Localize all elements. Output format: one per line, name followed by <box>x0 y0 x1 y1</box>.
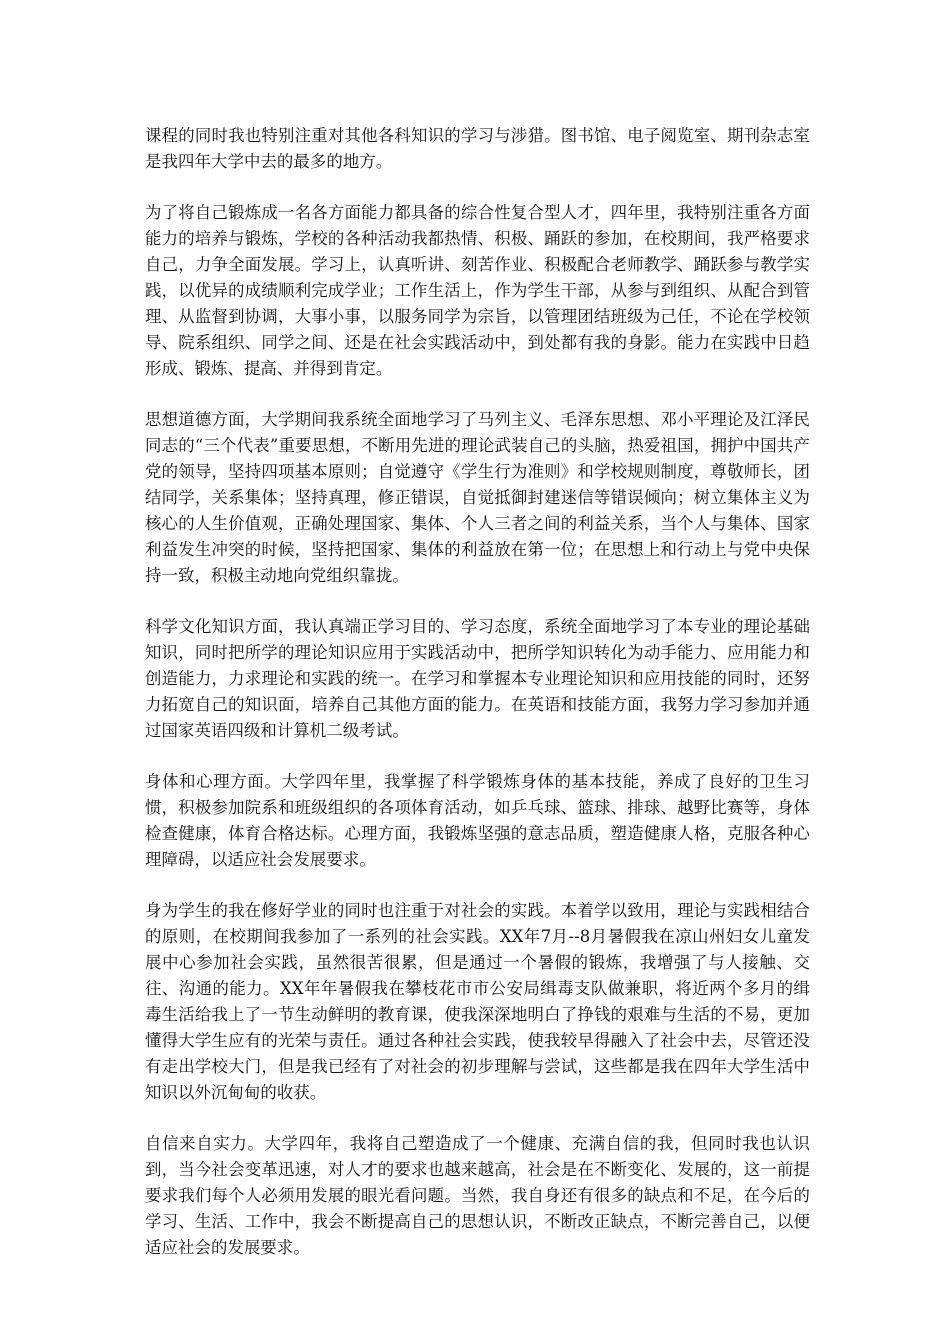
paragraph-7: 自信来自实力。大学四年，我将自己塑造成了一个健康、充满自信的我，但同时我也认识到，当今社会变革迅速，对人才的要求也越来越高，社会是在不断变化、发展的，这一前提要求我们每个人必须用发展的眼光看问题。当然，我自身还有很多的缺点和不足，在今后的学习、生活、工作中，我会不断提高自己的思想认识，不断改正缺点，不断完善自己，以便适应社会的发展要求。 <box>145 1134 810 1257</box>
paragraph-6: 身为学生的我在修好学业的同时也注重于对社会的实践。本着学以致用，理论与实践相结合的原则，在校期间我参加了一系列的社会实践。XX年7月--8月暑假我在凉山州妇女儿童发展中心参加社会实践，虽然很苦很累，但是通过一个暑假的锻炼，我增强了与人接触、交往、沟通的能力。XX年年暑假我在攀枝花市市公安局缉毒支队做兼职，将近两个多月的缉毒生活给我上了一节生动鲜明的教育课，使我深深地明白了挣钱的艰难与生活的不易，更加懂得大学生应有的光荣与责任。通过各种社会实践，使我较早得融入了社会中去，尽管还没有走出学校大门，但是我已经有了对社会的初步理解与尝试，这些都是我在四年大学生活中知识以外沉甸甸的收获。 <box>145 901 810 1102</box>
paragraph-1: 课程的同时我也特别注重对其他各科知识的学习与涉猎。图书馆、电子阅览室、期刊杂志室是我四年大学中去的最多的地方。 <box>145 126 810 171</box>
document-body <box>145 123 810 1261</box>
paragraph-2: 为了将自己锻炼成一名各方面能力都具备的综合性复合型人才，四年里，我特别注重各方面能力的培养与锻炼，学校的各种活动我都热情、积极、踊跃的参加，在校期间，我严格要求自己，力争全面发展。学习上，认真听讲、刻苦作业、积极配合老师教学、踊跃参与教学实践，以优异的成绩顺利完成学业；工作生活上，作为学生干部，从参与到组织、从配合到管理、从监督到协调，大事小事，以服务同学为宗旨，以管理团结班级为己任，不论在学校领导、院系组织、同学之间、还是在社会实践活动中，到处都有我的身影。能力在实践中日趋形成、锻炼、提高、并得到肯定。 <box>145 203 810 378</box>
paragraph-4: 科学文化知识方面，我认真端正学习目的、学习态度，系统全面地学习了本专业的理论基础知识，同时把所学的理论知识应用于实践活动中，把所学知识转化为动手能力、应用能力和创造能力，力求理论和实践的统一。在学习和掌握本专业理论知识和应用技能的同时，还努力拓宽自己的知识面，培养自己其他方面的能力。在英语和技能方面，我努力学习参加并通过国家英语四级和计算机二级考试。 <box>145 617 810 740</box>
paragraph-5: 身体和心理方面。大学四年里，我掌握了科学锻炼身体的基本技能，养成了良好的卫生习惯，积极参加院系和班级组织的各项体育活动，如乒乓球、篮球、排球、越野比赛等，身体检查健康，体育合格达标。心理方面，我锻炼坚强的意志品质，塑造健康人格，克服各种心理障碍，以适应社会发展要求。 <box>145 772 810 869</box>
paragraph-3: 思想道德方面，大学期间我系统全面地学习了马列主义、毛泽东思想、邓小平理论及江泽民同志的“三个代表”重要思想，不断用先进的理论武装自己的头脑，热爱祖国，拥护中国共产党的领导，坚持四项基本原则；自觉遵守《学生行为准则》和学校规则制度，尊敬师长，团结同学，关系集体；坚持真理，修正错误，自觉抵御封建迷信等错误倾向；树立集体主义为核心的人生价值观，正确处理国家、集体、个人三者之间的利益关系，当个人与集体、国家利益发生冲突的时候，坚持把国家、集体的利益放在第一位；在思想上和行动上与党中央保持一致，积极主动地向党组织靠拢。 <box>145 410 810 585</box>
